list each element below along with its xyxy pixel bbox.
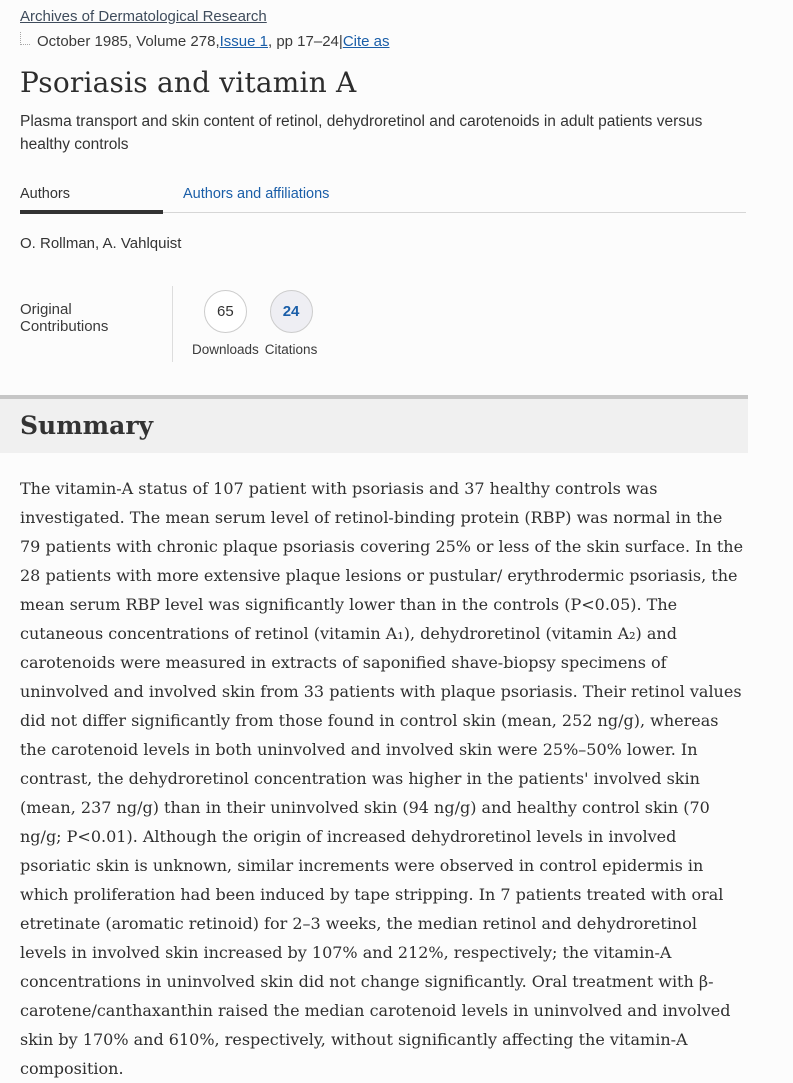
authors-and-metrics [0,213,793,362]
citations-metric[interactable] [265,286,318,362]
citations-label: Citations [264,342,318,357]
authors-tab-bar [20,186,746,213]
tab-authors[interactable]: Authors [20,186,183,212]
article-header [0,0,793,156]
issue-link[interactable]: Issue 1 [219,33,268,50]
issue-date-volume: October 1985, Volume 278, [37,33,220,50]
issue-pages: , pp 17–24 [268,33,339,50]
downloads-metric [192,286,259,362]
metrics-row [20,286,793,362]
summary-heading: Summary [20,411,154,440]
downloads-count-badge: 65 [204,290,247,333]
meta-separator: | [338,33,343,50]
article-category: Original Contributions [20,301,109,335]
author-names: O. Rollman, A. Vahlquist [20,235,182,252]
downloads-label: Downloads [192,342,259,357]
cite-as-link[interactable]: Cite as [342,33,390,50]
article-subtitle: Plasma transport and skin content of retinol, dehydroretinol and carotenoids in adult patients versus healthy controls [20,113,703,153]
abstract-text: The vitamin-A status of 107 patient with psoriasis and 37 healthy controls was investigated. The mean serum level of retinol-binding protein (RBP) was normal in the 79 patients with chronic plaque psoriasis covering 25% or less of the skin surface. In the 28 patients with more extensive plaque lesions or pustular/ erythrodermic psoriasis, the mean serum RBP level was significantly lower than in the controls (P<0.05). The cutaneous concentrations of retinol (vitamin A₁), dehydroretinol (vitamin A₂) and carotenoids were measured in extracts of saponified shave-biopsy specimens of uninvolved and involved skin from 33 patients with plaque psoriasis. Their retinol values did not differ significantly from those found in control skin (mean, 252 ng/g), whereas the carotenoid levels in both uninvolved and involved skin were 25%–50% lower. In contrast, the dehydroretinol concentration was higher in the patients' involved skin (mean, 237 ng/g) than in their uninvolved skin (94 ng/g) and healthy control skin (70 ng/g; P<0.01). Although the origin of increased dehydroretinol levels in involved psoriatic skin is unknown, similar increments were observed in control epidermis in which proliferation had been induced by tape stripping. In 7 patients treated with oral etretinate (aromatic retinoid) for 2–3 weeks, the median retinol and dehydroretinol levels in involved skin increased by 107% and 212%, respectively; the vitamin-A concentrations in uninvolved skin did not change significantly. Oral treatment with β-carotene/canthaxanthin raised the median carotenoid levels in uninvolved and involved skin by 170% and 610%, respectively, without significantly affecting the vitamin-A composition. [20,479,744,1078]
journal-title-link[interactable]: Archives of Dermatological Research [20,8,267,25]
citations-count-badge[interactable]: 24 [270,290,313,333]
vertical-divider [172,286,173,362]
tab-authors-and-affiliations[interactable]: Authors and affiliations [183,186,330,202]
summary-section-header [0,395,748,453]
issue-hierarchy-icon [20,32,30,45]
issue-meta-row [20,33,793,50]
page-title: Psoriasis and vitamin A [20,66,357,99]
